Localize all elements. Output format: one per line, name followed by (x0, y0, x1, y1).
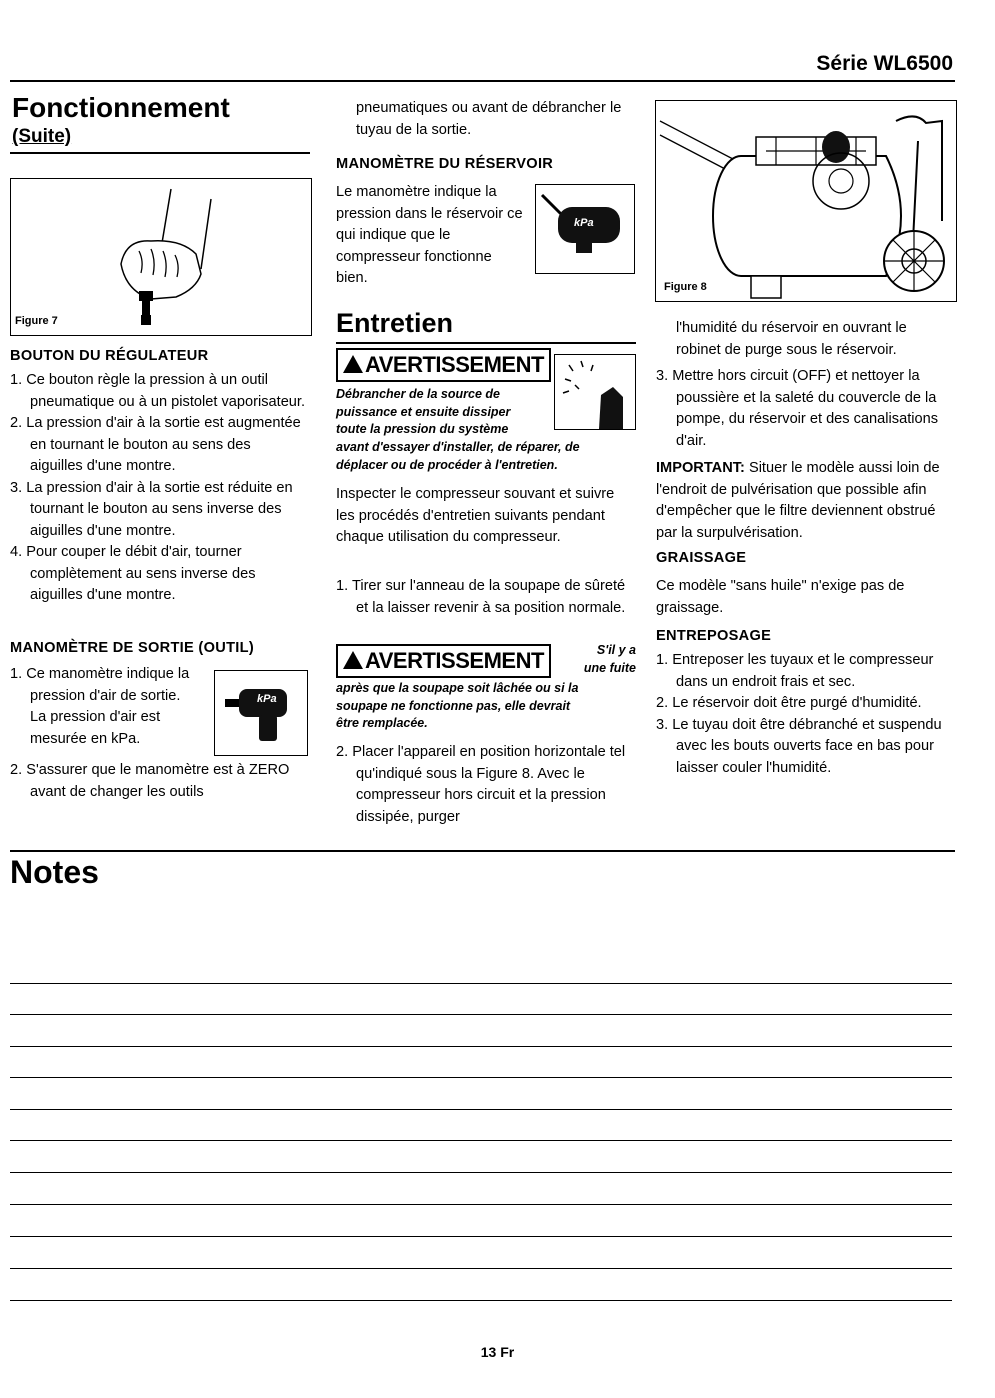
section-rule (10, 152, 310, 154)
list-item: 4. Pour couper le débit d'air, tourner complètement au sens inverse des aiguilles d'une montre. (10, 544, 256, 603)
outlet-list (10, 760, 310, 803)
warning-line: puissance et ensuite dissiper (336, 404, 511, 419)
list-item: 1. Entreposer les tuyaux et le compresseur dans un endroit frais et sec. (656, 652, 934, 690)
kpa-label: kPa (574, 217, 594, 229)
important-text: Situer le modèle aussi loin de l'endroit de pulvérisation que possible afin d'empêcher que le filtre deviennent obstrué par la surpulvérisation. (656, 460, 940, 541)
tank-gauge-heading: MANOMÈTRE DU RÉSERVOIR (336, 156, 554, 172)
important-note (656, 458, 954, 544)
outlet-line: mesurée en kPa. (30, 730, 141, 747)
warning-line: soupape ne fonctionne pas, elle devrait (336, 698, 571, 713)
figure-7 (10, 178, 312, 336)
compressor-illustration (656, 101, 956, 301)
section-title-fonctionnement: Fonctionnement (12, 92, 230, 123)
text-line: Le manomètre indique la (336, 184, 497, 200)
list-item: 2. S'assurer que le manomètre est à ZERO avant de changer les outils (10, 762, 290, 800)
text-line: compresseur fonctionne (336, 248, 492, 265)
outlet-gauge-text (10, 664, 220, 750)
outlet-line: 1. Ce manomètre indique la (10, 666, 190, 682)
list-item: 3. Le tuyau doit être débranché et suspendu avec les bouts ouverts face en bas pour laisser couler l'humidité. (656, 716, 942, 776)
kpa-label: kPa (257, 693, 277, 705)
notes-title: Notes (10, 854, 99, 890)
text-line: qui indique que le (336, 227, 451, 243)
note-line (10, 1140, 952, 1141)
warning-line: après que la soupape soit lâchée ou si la (336, 681, 579, 695)
section-subtitle: (Suite) (12, 126, 72, 147)
tank-gauge-text (336, 182, 523, 290)
electric-shock-icon (555, 355, 635, 429)
section-rule (336, 342, 636, 344)
maintenance-step-2 (336, 742, 634, 828)
note-line (10, 983, 952, 984)
figure-8-label: Figure 8 (664, 281, 707, 293)
tank-gauge-image (535, 184, 635, 274)
warning-line: S'il y a (596, 643, 636, 657)
text-line: pression dans le réservoir ce (336, 205, 523, 222)
note-line (10, 1109, 952, 1110)
list-item: 2. Le réservoir doit être purgé d'humidité. (656, 695, 922, 711)
warning-text-1 (336, 386, 551, 439)
warning-line: déplacer ou de procéder à l'entretien. (336, 457, 558, 472)
warning-line: une fuite (583, 660, 636, 675)
note-line (10, 1077, 952, 1078)
warning-triangle-icon (343, 651, 363, 669)
page-number: 13 Fr (480, 1344, 515, 1360)
warning-text-2 (336, 680, 636, 733)
warning-label-2 (336, 644, 551, 678)
figure-7-label: Figure 7 (15, 315, 58, 327)
list-item: 1. Ce bouton règle la pression à un outil pneumatique ou à un pistolet vaporisateur. (10, 372, 306, 410)
outlet-line: pression d'air de sortie. (30, 687, 181, 704)
warning-line: Débrancher de la source de (336, 387, 500, 401)
list-item: 3. La pression d'air à la sortie est réduite en tournant le bouton au sens inverse des aiguilles d'une montre. (10, 479, 293, 539)
list-item: 2. Placer l'appareil en position horizontale tel qu'indiqué sous la Figure 8. Avec le compresseur hors circuit et la pression dissipée, purger (336, 744, 626, 825)
maintenance-step-1 (336, 576, 634, 619)
section-title-entretien: Entretien (336, 308, 454, 338)
lubrication-text: Ce modèle "sans huile" n'exige pas de graissage. (656, 578, 905, 616)
maintenance-step-3 (656, 366, 954, 452)
text-line: bien. (336, 270, 368, 286)
list-item: 3. Mettre hors circuit (OFF) et nettoyer la poussière et la saleté du couvercle de la pompe, du réservoir et des canalisations d'air. (656, 368, 939, 449)
note-line (10, 1172, 952, 1173)
outlet-line: La pression d'air est (30, 709, 161, 725)
warning-triangle-icon (343, 355, 363, 373)
warning-label-1 (336, 348, 551, 382)
warning-text: AVERTISSEMENT (365, 648, 544, 673)
note-line (10, 1014, 952, 1015)
warning-line: être remplacée. (336, 716, 428, 730)
list-item: 1. Tirer sur l'anneau de la soupape de sûreté et la laisser revenir à sa position normale. (336, 578, 626, 616)
outlet-gauge-heading: MANOMÈTRE DE SORTIE (OUTIL) (10, 640, 255, 656)
continued-text: pneumatiques ou avant de débrancher le tuyau de la sortie. (356, 100, 622, 138)
warning-text: AVERTISSEMENT (365, 352, 544, 377)
continued-text-right: l'humidité du réservoir en ouvrant le robinet de purge sous le réservoir. (676, 320, 907, 358)
storage-heading: ENTREPOSAGE (656, 628, 772, 644)
warning-line: toute la pression du système (336, 422, 509, 436)
regulator-heading: BOUTON DU RÉGULATEUR (10, 348, 209, 364)
important-label: IMPORTANT: (656, 460, 745, 476)
warning-line: avant d'essayer d'installer, de réparer, de (336, 440, 580, 454)
figure-8 (655, 100, 957, 302)
note-line (10, 1300, 952, 1301)
outlet-gauge-image (214, 670, 308, 756)
tank-gauge-icon (536, 185, 634, 273)
inspect-text: Inspecter le compresseur souvant et suivre les procédés d'entretien suivants pendant chaque utilisation du compresseur. (336, 486, 615, 545)
warning-side-text (558, 642, 636, 677)
lubrication-heading: GRAISSAGE (656, 550, 747, 566)
note-line (10, 1204, 952, 1205)
list-item: 2. La pression d'air à la sortie est augmentée en tournant le bouton au sens des aiguilles d'une montre. (10, 415, 301, 474)
series-title: Série WL6500 (816, 52, 953, 75)
note-line (10, 1268, 952, 1269)
impact-wrench-icon (215, 671, 307, 755)
hand-knob-illustration (11, 179, 311, 335)
storage-list (656, 650, 954, 779)
notes-rule (10, 850, 955, 852)
header-rule (10, 80, 955, 82)
note-line (10, 1046, 952, 1047)
warning-text-1-cont (336, 439, 636, 474)
regulator-list (10, 370, 306, 607)
warning-image-1 (554, 354, 636, 430)
note-line (10, 1236, 952, 1237)
